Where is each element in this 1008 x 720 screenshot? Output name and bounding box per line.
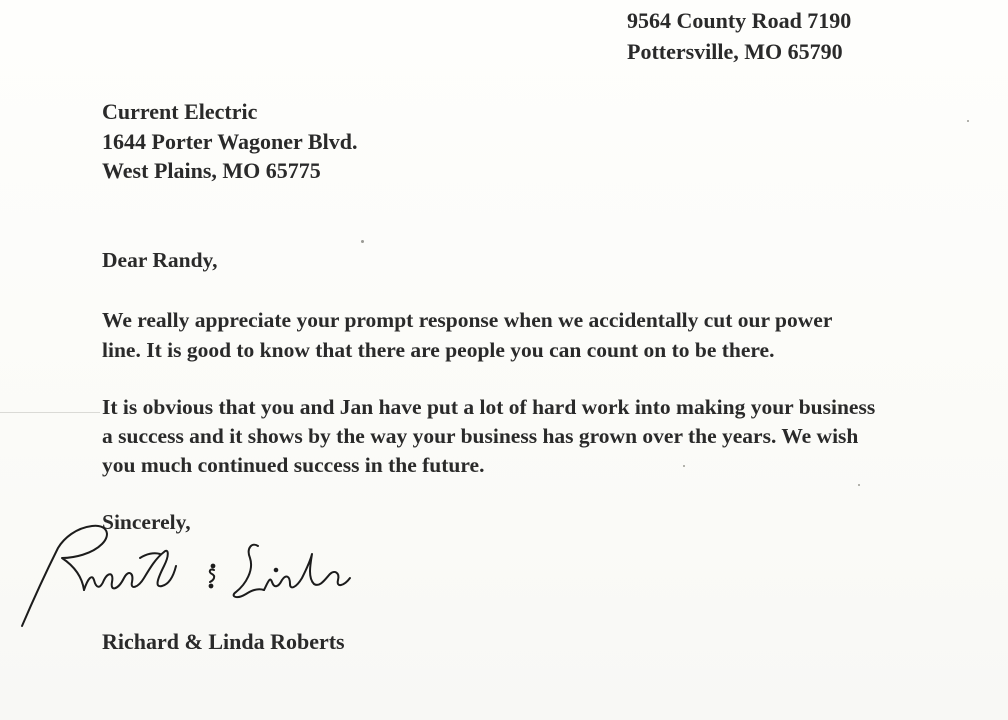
paragraph-2-line: a success and it shows by the way your business has grown over the years. We wish [102,424,859,448]
paragraph-1-line: We really appreciate your prompt response when we accidentally cut our power [102,308,833,332]
paper-speck [858,484,860,486]
closing: Sincerely, [102,510,191,534]
paper-speck [967,120,969,122]
salutation: Dear Randy, [102,248,218,272]
paper-speck [361,240,364,243]
paper-fold-mark [0,412,100,413]
sender-address-line-2: Pottersville, MO 65790 [627,39,843,64]
paper-speck [683,465,685,467]
recipient-street: 1644 Porter Wagoner Blvd. [102,129,358,154]
paragraph-2-line: It is obvious that you and Jan have put a lot of hard work into making your business [102,395,876,419]
recipient-city-line: West Plains, MO 65775 [102,158,321,183]
handwritten-signature [14,518,374,638]
recipient-name: Current Electric [102,99,258,124]
printed-name: Richard & Linda Roberts [102,629,345,654]
paragraph-2-line: you much continued success in the future. [102,453,485,477]
sender-address-line-1: 9564 County Road 7190 [627,8,852,33]
paragraph-1-line: line. It is good to know that there are people you can count on to be there. [102,338,775,362]
